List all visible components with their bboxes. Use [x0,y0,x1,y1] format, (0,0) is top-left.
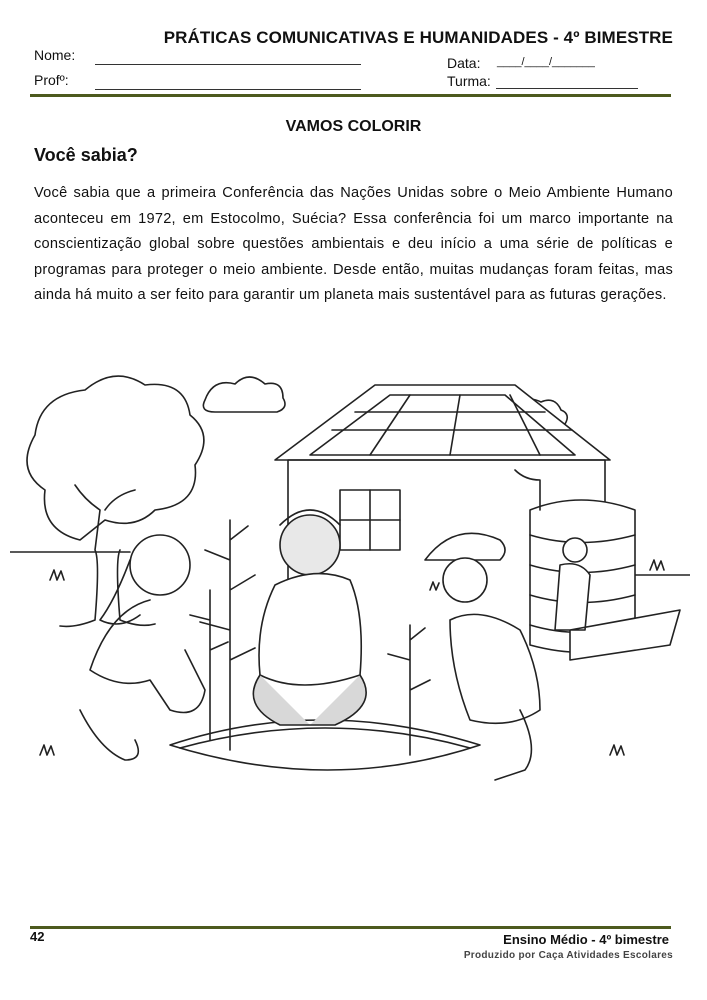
section-heading: Você sabia? [34,145,138,165]
prof-label: Profº: [34,72,69,88]
coloring-illustration [10,360,690,800]
page-number: 42 [30,929,45,944]
credit-label: Produzido por Caça Atividades Escolares [463,950,673,961]
nome-field[interactable] [95,64,361,65]
turma-label: Turma: [447,73,491,89]
data-label: Data: [447,55,481,71]
turma-field[interactable] [496,88,638,89]
header-rule [30,94,671,97]
activity-title: VAMOS COLORIR [285,118,422,135]
nome-label: Nome: [34,47,76,63]
page-title: PRÁTICAS COMUNICATIVAS E HUMANIDADES - 4º BIMESTRE [163,28,673,47]
prof-field[interactable] [95,89,361,90]
data-field[interactable]: ____/____/_______ [497,56,595,68]
course-label: Ensino Médio - 4º bimestre [503,932,669,947]
footer-rule [30,926,671,929]
info-paragraph: Você sabia que a primeira Conferência das Nações Unidas sobre o Meio Ambiente Humano aconteceu em 1972, em Estocolmo, Suécia? Essa conferência foi um marco importante na conscientização global sobre questões ambientais e deu início a uma série de políticas e programas para proteger o meio ambiente. Desde então, muitas mudanças foram feitas, mas ainda há muito a ser feito para garantir um planeta mais sustentável para as futuras gerações. [34,185,673,303]
